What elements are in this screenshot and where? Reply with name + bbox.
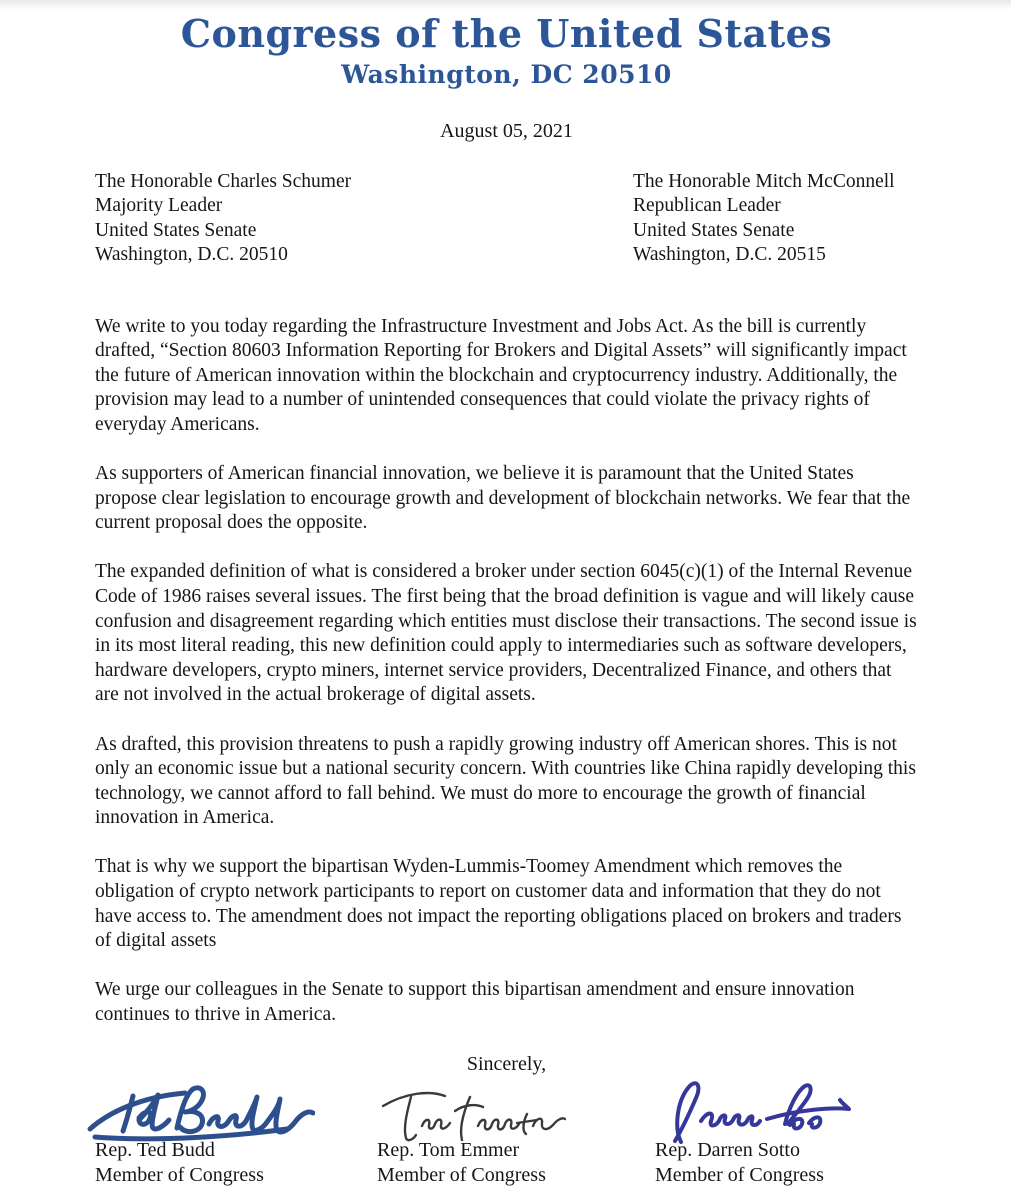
recipient-line: United States Senate — [633, 219, 795, 241]
signature-row — [95, 1078, 918, 1187]
paragraph-3: The expanded definition of what is considered a broker under section 6045(c)(1) of the Internal Revenue Code of 1986 raises several issues. The first being that the broad definition is vague and will likely cause confusion and disagreement regarding which entities must disclose their transactions. The second issue is in its most literal reading, this new definition could apply to intermediaries such as software developers, hardware developers, crypto miners, internet service providers, Decentralized Finance, and others that are not involved in the actual brokerage of digital assets. — [95, 561, 917, 706]
signature-name: Rep. Ted Budd — [95, 1139, 215, 1162]
signature-block-ted-budd — [95, 1082, 377, 1187]
letterhead-subtitle: Washington, DC 20510 — [341, 59, 672, 89]
paragraph-1: We write to you today regarding the Infrastructure Investment and Jobs Act. As the bill is currently drafted, “Section 80603 Information Reporting for Brokers and Digital Assets” will significantly impact the future of American innovation within the blockchain and cryptocurrency industry. Additionally, the provision may lead to a number of unintended consequences that could violate the privacy rights of everyday Americans. — [95, 315, 907, 436]
recipient-line: The Honorable Charles Schumer — [95, 170, 352, 192]
paragraph-5: That is why we support the bipartisan Wyden-Lummis-Toomey Amendment which removes the obligation of crypto network participants to report on customer data and information that they do not have access to. The amendment does not impact the reporting obligations placed on brokers and traders of digital assets — [95, 856, 902, 952]
signature-name: Rep. Darren Sotto — [655, 1139, 800, 1162]
darren-soto-signature-image — [655, 1078, 853, 1146]
signature-title: Member of Congress — [655, 1163, 824, 1186]
date-line: August 05, 2021 — [440, 119, 573, 142]
signature-block-tom-emmer — [377, 1084, 655, 1187]
signature-name: Rep. Tom Emmer — [377, 1139, 520, 1162]
letterhead-title: Congress of the United States — [180, 11, 833, 56]
recipient-line: Republican Leader — [633, 195, 781, 217]
letterhead — [95, 12, 918, 89]
paragraph-2: As supporters of American financial innovation, we believe it is paramount that the United States propose clear legislation to encourage growth and development of blockchain networks. We fear that the current proposal does the opposite. — [95, 463, 911, 534]
signature-block-darren-soto — [655, 1078, 918, 1187]
recipient-line: The Honorable Mitch McConnell — [633, 170, 895, 192]
recipient-mcconnell — [633, 170, 918, 268]
paragraph-6: We urge our colleagues in the Senate to support this bipartisan amendment and ensure innovation continues to thrive in America. — [95, 979, 855, 1025]
recipient-line: Washington, D.C. 20510 — [95, 244, 288, 266]
recipient-blocks — [95, 170, 918, 268]
recipient-line: Majority Leader — [95, 195, 223, 217]
recipient-line: Washington, D.C. 20515 — [633, 244, 826, 266]
recipient-line: United States Senate — [95, 219, 257, 241]
signature-title: Member of Congress — [95, 1163, 264, 1186]
recipient-schumer — [95, 170, 633, 268]
paragraph-4: As drafted, this provision threatens to push a rapidly growing industry off American shores. This is not only an economic issue but a national security concern. With countries like China rapidly developing this technology, we cannot afford to fall behind. We must do more to encourage the growth of financial innovation in America. — [95, 733, 916, 829]
tom-emmer-signature-image — [377, 1084, 577, 1146]
closing-sincerely: Sincerely, — [466, 1053, 547, 1076]
signature-title: Member of Congress — [377, 1163, 546, 1186]
letter-body — [95, 315, 918, 1028]
ted-budd-signature-image — [87, 1082, 315, 1146]
